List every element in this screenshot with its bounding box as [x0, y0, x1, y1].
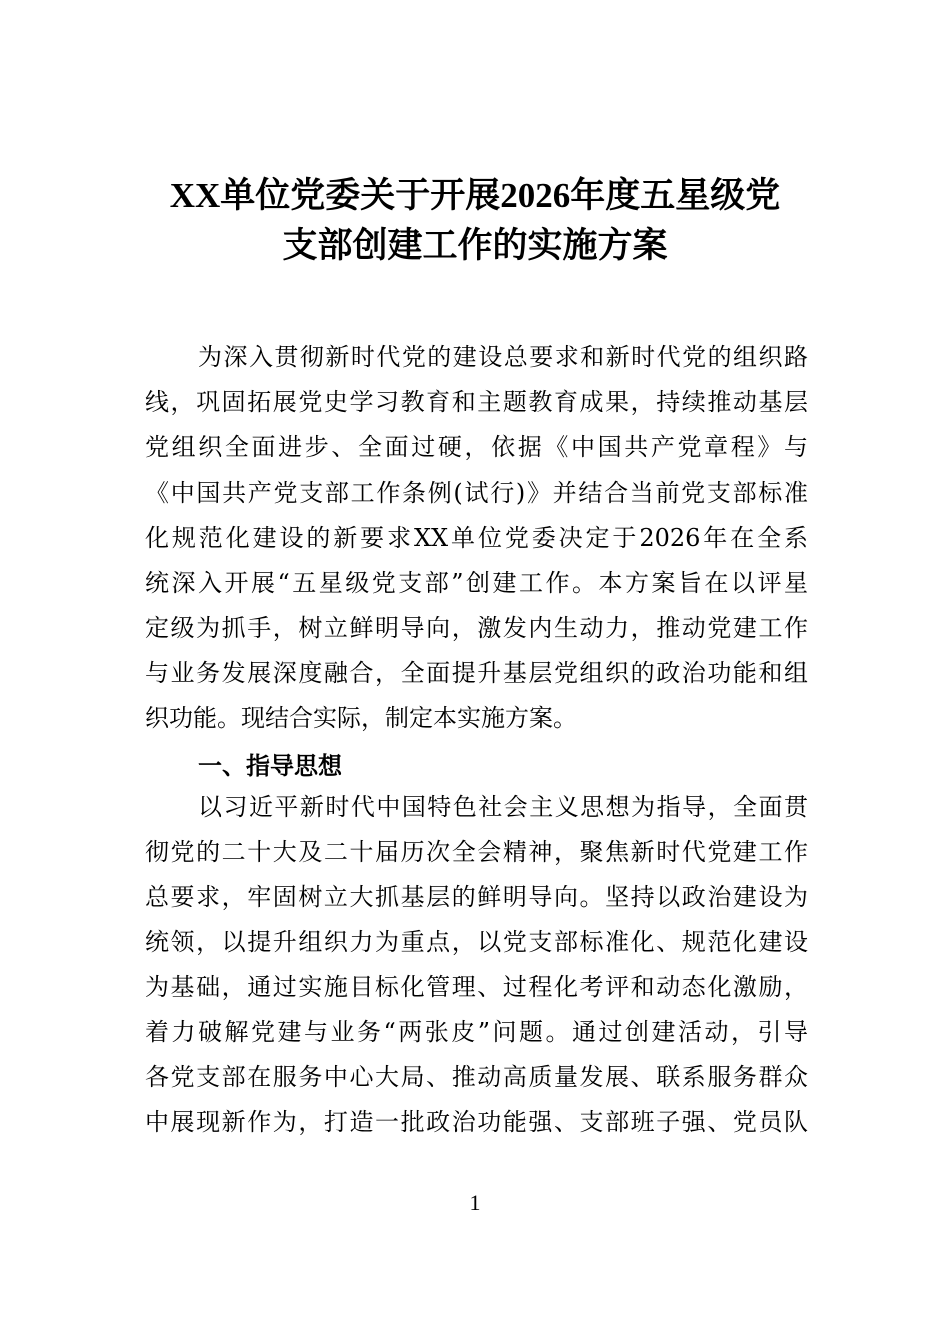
- text-line: 与业务发展深度融合，全面提升基层党组织的政治功能和组: [145, 659, 808, 687]
- text-line: 统深入开展“五星级党支部”创建工作。本方案旨在以评星: [145, 569, 808, 597]
- text-line: 统领，以提升组织力为重点，以党支部标准化、规范化建设: [145, 928, 808, 956]
- text-line: 总要求，牢固树立大抓基层的鲜明导向。坚持以政治建设为: [145, 883, 808, 911]
- text-line: 化规范化建设的新要求XX单位党委决定于2026年在全系: [145, 524, 808, 552]
- text-line: 为基础，通过实施目标化管理、过程化考评和动态化激励，: [145, 973, 808, 1001]
- text-line: 以习近平新时代中国特色社会主义思想为指导，全面贯: [198, 793, 808, 821]
- text-line: 织功能。现结合实际，制定本实施方案。: [145, 704, 577, 732]
- text-line: 党组织全面进步、全面过硬，依据《中国共产党章程》与: [145, 433, 808, 461]
- text-line: 定级为抓手，树立鲜明导向，激发内生动力，推动党建工作: [145, 614, 808, 642]
- text-line: 《中国共产党支部工作条例(试行)》并结合当前党支部标准: [145, 479, 808, 507]
- section-heading: 一、指导思想: [198, 752, 342, 780]
- text-line: 为深入贯彻新时代党的建设总要求和新时代党的组织路: [198, 343, 808, 371]
- text-line: 线，巩固拓展党史学习教育和主题教育成果，持续推动基层: [145, 388, 808, 416]
- text-line: 着力破解党建与业务“两张皮”问题。通过创建活动，引导: [145, 1018, 808, 1046]
- document-title-line-2: 支部创建工作的实施方案: [282, 226, 668, 265]
- document-title-line-1: XX单位党委关于开展2026年度五星级党: [169, 176, 781, 215]
- text-line: 各党支部在服务中心大局、推动高质量发展、联系服务群众: [145, 1063, 808, 1091]
- text-line: 中展现新作为，打造一批政治功能强、支部班子强、党员队: [145, 1108, 808, 1136]
- text-line: 彻党的二十大及二十届历次全会精神，聚焦新时代党建工作: [145, 838, 808, 866]
- page-number: 1: [469, 1190, 481, 1215]
